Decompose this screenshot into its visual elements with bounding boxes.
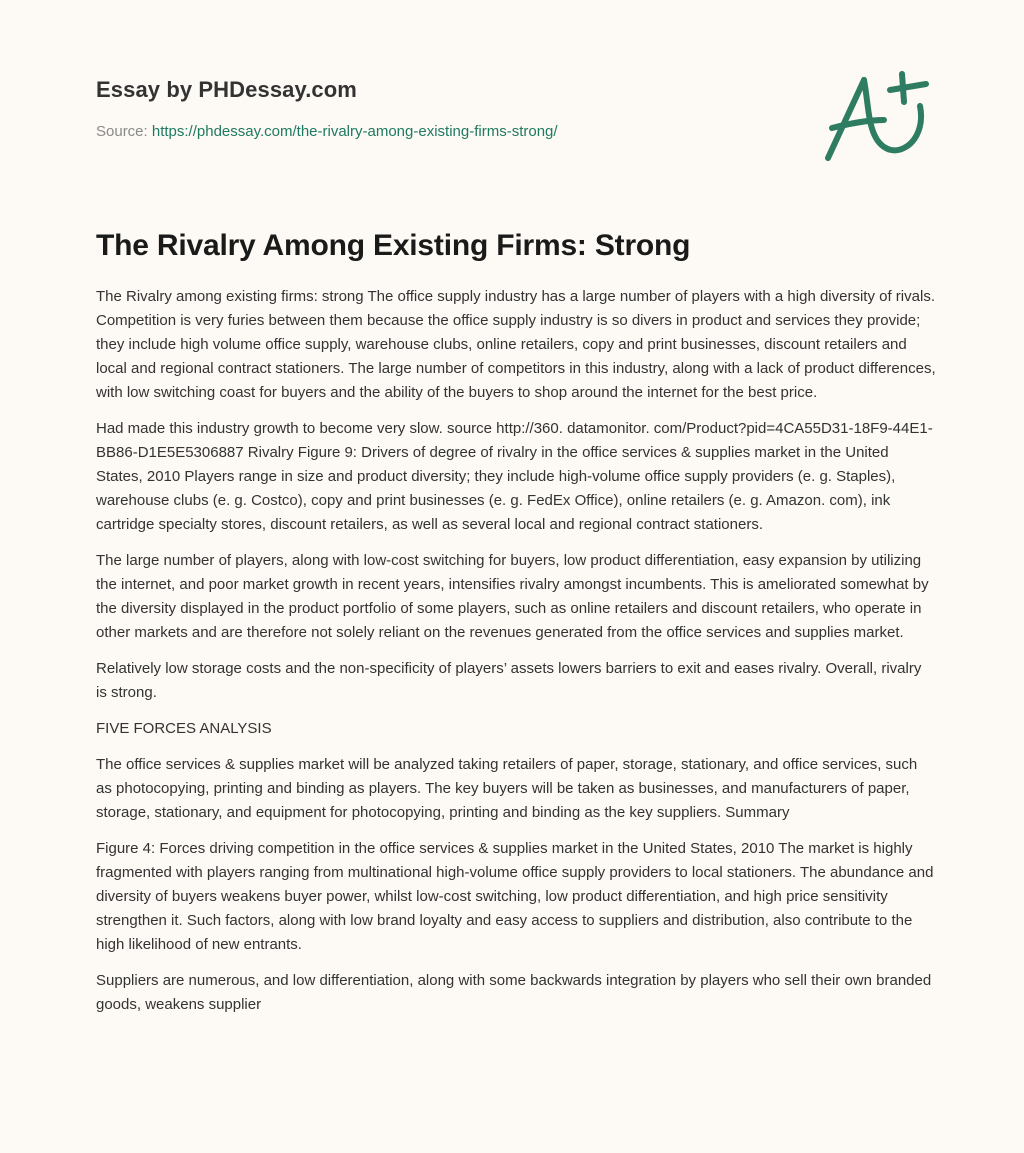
paragraph: Figure 4: Forces driving competition in the office services & supplies market in the United States, 2010 The market is highly fragmented with players ranging from multinational high-volume office supply providers to local stationers. The abundance and diversity of buyers weakens buyer power, whilst low-cost switching, low product differentiation, and high price sensitivity strengthen it. Such factors, along with low brand loyalty and easy access to suppliers and distribution, also contribute to the high likelihood of new entrants. [96, 840, 934, 953]
article-title: The Rivalry Among Existing Firms: Strong [96, 229, 691, 262]
paragraph: The large number of players, along with low-cost switching for buyers, low product differentiation, easy expansion by utilizing the internet, and poor market growth in recent years, intensifies rivalry amongst incumbents. This is ameliorated somewhat by the diversity displayed in the product portfolio of some players, such as online retailers and discount retailers, who operate in other markets and are therefore not solely reliant on the revenues generated from the office services and supplies market. [96, 552, 929, 641]
source-link[interactable]: https://phdessay.com/the-rivalry-among-existing-firms-strong/ [151, 123, 558, 140]
section-heading: FIVE FORCES ANALYSIS [96, 720, 272, 737]
paragraph: Relatively low storage costs and the non-specificity of players’ assets lowers barriers to exit and eases rivalry. Overall, rivalry is strong. [96, 660, 922, 701]
article-body [96, 285, 936, 1029]
paragraph: The Rivalry among existing firms: strong The office supply industry has a large number of players with a high diversity of rivals. Competition is very furies between them because the office supply industry is so divers in product and services they provide; they include high volume office supply, warehouse clubs, online retailers, copy and print businesses, discount retailers and local and regional contract stationers. The large number of competitors in this industry, along with a lack of product differences, with low switching coast for buyers and the ability of the buyers to shop around the internet for the best price. [96, 288, 936, 401]
source-line [96, 122, 796, 142]
essay-header [96, 76, 796, 142]
a-plus-grade-icon [818, 62, 938, 172]
paragraph: Had made this industry growth to become very slow. source http://360. datamonitor. com/Product?pid=4CA55D31-18F9-44E1-BB86-D1E5E5306887 Rivalry Figure 9: Drivers of degree of rivalry in the office services & supplies market in the United States, 2010 Players range in size and product diversity; they include high-volume office supply providers (e. g. Staples), warehouse clubs (e. g. Costco), copy and print businesses (e. g. FedEx Office), online retailers (e. g. Amazon. com), ink cartridge specialty stores, discount retailers, as well as several local and regional contract stationers. [96, 420, 933, 533]
brand-title: Essay by PHDessay.com [96, 77, 357, 102]
source-label: Source: [96, 123, 152, 140]
paragraph: The office services & supplies market will be analyzed taking retailers of paper, storage, stationary, and office services, such as photocopying, printing and binding as players. The key buyers will be taken as businesses, and manufacturers of paper, storage, stationary, and equipment for photocopying, printing and binding as the key suppliers. Summary [96, 756, 918, 821]
paragraph: Suppliers are numerous, and low differentiation, along with some backwards integration by players who sell their own branded goods, weakens supplier [96, 972, 932, 1013]
